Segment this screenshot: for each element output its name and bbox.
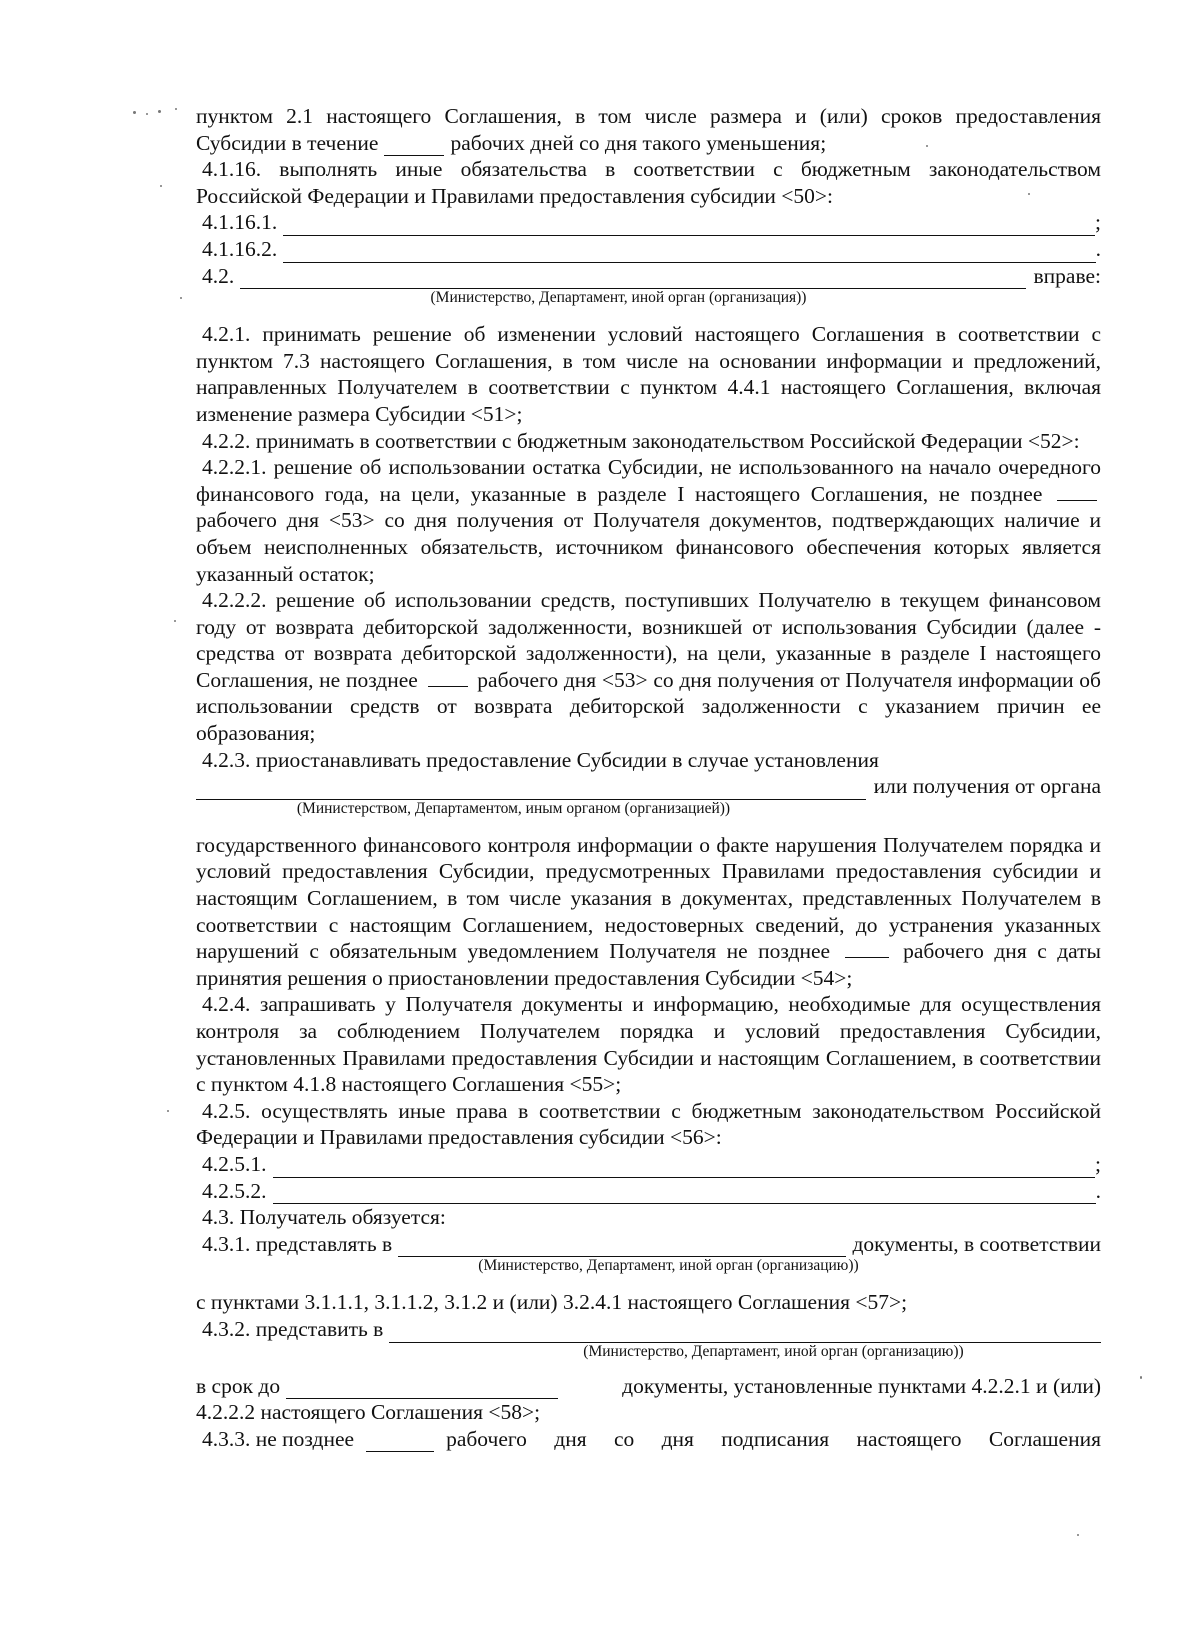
blank-days-field bbox=[384, 136, 444, 156]
blank-line bbox=[283, 216, 1095, 236]
clause-number: 4.1.16.2. bbox=[202, 236, 278, 261]
field-caption: (Министерством, Департаментом, иным органом (организацией)) bbox=[296, 799, 731, 817]
text-fragment: документы, в соответствии bbox=[852, 1231, 1101, 1256]
text-fragment: рабочего дня со дня подписания настоящего Соглашения bbox=[446, 1426, 1101, 1451]
document-body bbox=[196, 103, 1101, 1452]
blank-line bbox=[273, 1184, 1096, 1204]
clause-4-3-2 bbox=[196, 1316, 1101, 1343]
blank-line bbox=[196, 780, 866, 800]
text-fragment: 4.3.2. представить в bbox=[202, 1316, 384, 1341]
scan-speck bbox=[133, 111, 136, 114]
text-fragment: 4.3.3. не позднее bbox=[202, 1426, 355, 1451]
blank-days-field bbox=[366, 1432, 434, 1452]
clause-4-2-4: 4.2.4. запрашивать у Получателя документы и информацию, необходимые для осуществления контроля за соблюдением Получателем порядка и условий предоставления Субсидии, установленных Правилами предоставления Субсидии и настоящим Соглашением, в соответствии с пунктом 4.1.8 настоящего Соглашения <55>; bbox=[196, 992, 1101, 1097]
blank-line bbox=[398, 1237, 846, 1257]
text-fragment: в срок до bbox=[196, 1373, 281, 1398]
clause-4-2-2: 4.2.2. принимать в соответствии с бюджетным законодательством Российской Федерации <52>: bbox=[202, 428, 1080, 453]
blank-line bbox=[273, 1158, 1096, 1178]
clause-4-2 bbox=[196, 263, 1101, 290]
clause-4-1-16: 4.1.16. выполнять иные обязательства в соответствии с бюджетным законодательством Российской Федерации и Правилами предоставления субсидии <50>: bbox=[196, 157, 1101, 208]
punctuation: ; bbox=[1095, 1151, 1101, 1176]
scan-speck bbox=[167, 1110, 169, 1112]
text-fragment: вправе: bbox=[1033, 263, 1101, 288]
paragraph-line-2 bbox=[196, 130, 1101, 157]
clause-4-3-1-continuation: с пунктами 3.1.1.1, 3.1.1.2, 3.1.2 и (или) 3.2.4.1 настоящего Соглашения <57>; bbox=[196, 1290, 908, 1315]
clause-4-3-3 bbox=[196, 1426, 1101, 1453]
text-fragment: рабочего дня <53> со дня получения от Получателя информации об использовании средств от возврата дебиторской задолженности с указанием причин ее образования; bbox=[196, 667, 1101, 746]
scan-speck bbox=[180, 297, 182, 299]
punctuation: . bbox=[1095, 1178, 1101, 1203]
scan-speck bbox=[1077, 1534, 1079, 1536]
blank-days-field bbox=[428, 676, 468, 687]
spacer bbox=[196, 1275, 1101, 1289]
clause-4-2-5-1 bbox=[196, 1151, 1101, 1178]
blank-line bbox=[389, 1323, 1101, 1343]
spacer bbox=[196, 307, 1101, 321]
text-fragment: или получения от органа bbox=[873, 774, 1101, 799]
text-fragment: рабочего дня <53> со дня получения от Получателя документов, подтверждающих наличие и объем неисполненных обязательств, источником финансового обеспечения которых является указанный остаток; bbox=[196, 508, 1101, 586]
clause-4-2-3-field bbox=[196, 773, 1101, 800]
clause-4-2-1: 4.2.1. принимать решение об изменении условий настоящего Соглашения в соответствии с пунктом 7.3 настоящего Соглашения, в том числе на основании информации и предложений, направленных Получателем в соответствии с пунктом 4.4.1 настоящего Соглашения, включая изменение размера Субсидии <51>; bbox=[196, 322, 1101, 426]
clause-4-1-16-1 bbox=[196, 209, 1101, 236]
text-fragment: государственного финансового контроля информации о факте нарушения Получателем порядка и условий предоставления Субсидии, предусмотренных Правилами предоставления субсидии и настоящим Соглашением, в том числе указания в документах, представленных Получателем в соответствии с настоящим Соглашением, недостоверных сведений, до устранения указанных нарушений с обязательным уведомлением Получателя не позднее bbox=[196, 832, 1101, 964]
paragraph-line-1: пунктом 2.1 настоящего Соглашения, в том числе размера и (или) сроков предоставления bbox=[196, 104, 1101, 128]
text-fragment: рабочих дней со дня такого уменьшения; bbox=[450, 130, 827, 155]
clause-4-2-2-1 bbox=[196, 454, 1101, 587]
blank-line bbox=[283, 243, 1095, 263]
blank-days-field bbox=[1057, 490, 1097, 501]
scan-speck bbox=[146, 113, 148, 115]
clause-number: 4.2.5.1. bbox=[202, 1151, 267, 1176]
clause-4-3-2-continuation bbox=[196, 1373, 1101, 1400]
clause-number: 4.2. bbox=[202, 263, 235, 288]
clause-4-2-5-2 bbox=[196, 1178, 1101, 1205]
clause-number: 4.2.5.2. bbox=[202, 1178, 267, 1203]
text-fragment: 4.3.1. представлять в bbox=[202, 1231, 393, 1256]
punctuation: ; bbox=[1095, 210, 1101, 235]
spacer bbox=[196, 1361, 1101, 1373]
scan-speck bbox=[174, 620, 176, 622]
field-caption: (Министерство, Департамент, иной орган (организацию)) bbox=[478, 1257, 859, 1275]
clause-4-3-1 bbox=[196, 1231, 1101, 1258]
clause-4-2-2-2 bbox=[196, 587, 1101, 747]
field-caption: (Министерство, Департамент, иной орган (организация)) bbox=[430, 289, 807, 307]
text-fragment: Субсидии в течение bbox=[196, 130, 379, 155]
clause-4-2-3: 4.2.3. приостанавливать предоставление Субсидии в случае установления bbox=[202, 747, 879, 772]
blank-line bbox=[240, 269, 1025, 289]
text-fragment: 4.2.2.2. решение об использовании средств, поступивших Получателю в текущем финансовом году от возврата дебиторской задолженности, возникшей от использования Субсидии (далее - средства от возврата дебиторской задолженности), на цели, указанные в разделе I настоящего Соглашения, не позднее bbox=[196, 588, 1101, 692]
punctuation: . bbox=[1095, 236, 1101, 261]
clause-4-1-16-2 bbox=[196, 236, 1101, 263]
clause-4-2-3-continuation bbox=[196, 832, 1101, 992]
scan-speck bbox=[175, 108, 177, 110]
clause-number: 4.1.16.1. bbox=[202, 210, 278, 235]
scan-speck bbox=[1140, 1376, 1142, 1379]
clause-4-3: 4.3. Получатель обязуется: bbox=[202, 1205, 446, 1230]
scan-speck bbox=[158, 110, 161, 113]
blank-date-field bbox=[286, 1379, 558, 1399]
field-caption: (Министерство, Департамент, иной орган (организацию)) bbox=[583, 1342, 964, 1360]
text-fragment: документы, установленные пунктами 4.2.2.1 и (или) bbox=[622, 1373, 1101, 1398]
spacer bbox=[196, 818, 1101, 832]
clause-4-2-5: 4.2.5. осуществлять иные права в соответствии с бюджетным законодательством Российской Федерации и Правилами предоставления субсидии <56>: bbox=[196, 1098, 1101, 1150]
text-fragment: 4.2.2.1. решение об использовании остатка Субсидии, не использованного на начало очередного финансового года, на цели, указанные в разделе I настоящего Соглашения, не позднее bbox=[196, 455, 1101, 506]
text-fragment: рабочего дня с даты принятия решения о приостановлении предоставления Субсидии <54>; bbox=[196, 939, 1102, 990]
clause-4-3-2-continuation-2: 4.2.2.2 настоящего Соглашения <58>; bbox=[196, 1400, 541, 1425]
blank-days-field bbox=[845, 947, 889, 958]
scan-speck bbox=[160, 185, 162, 187]
